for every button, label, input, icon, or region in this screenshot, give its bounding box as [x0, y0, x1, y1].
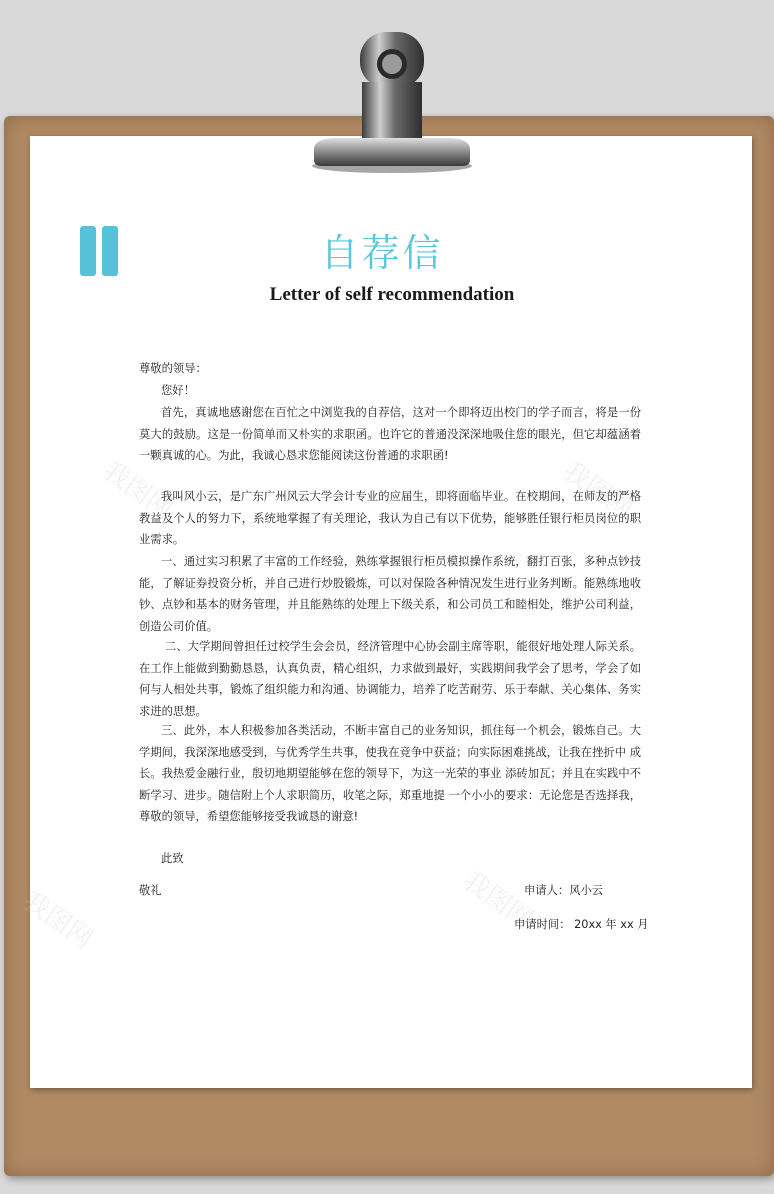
- application-date: 申请时间： 20xx 年 xx 月: [514, 918, 649, 931]
- watermark: 我图网: [457, 865, 539, 936]
- applicant-name: 申请人：风小云: [524, 884, 604, 897]
- title-chinese: 自荐信: [320, 231, 444, 275]
- binder-clip-icon: [306, 30, 476, 176]
- closing-line-2: 敬礼: [139, 884, 162, 897]
- title-english: Letter of self recommendation: [269, 284, 515, 305]
- greeting: 您好！: [161, 384, 195, 397]
- watermark: 我图网: [557, 455, 639, 526]
- paragraph-self: 我叫风小云，是广东广州风云大学会计专业的应届生，即将面临毕业。在校期间，在师友的严格 教益及个人的努力下，系统地掌握了有关理论，我认为自己有以下优势，能够胜任银行柜员岗位的职业需求。: [139, 490, 641, 546]
- salutation: 尊敬的领导：: [139, 362, 207, 375]
- paragraph-intro: 首先，真诚地感谢您在百忙之中浏览我的自荐信，这对一个即将迈出校门的学子而言，将是一份莫大的鼓励。这是一份简单而又朴实的求职函。也许它的普通没深深地吸住您的眼光，但它却蕴涵着一颗真诚的心。为此，我诚心恳求您能阅读这份普通的求职函!: [139, 406, 641, 462]
- paragraph-point-1: 一、通过实习积累了丰富的工作经验，熟练掌握银行柜员模拟操作系统，翻打百张，多种点钞技能，了解证券投资分析，并自己进行炒股锻炼，可以对保险各种情况发生进行业务判断。能熟练地收钞、点钞和基本的财务管理，并且能熟练的处理上下级关系，和公司员工和睦相处，维护公司利益，创造公司价值。: [139, 555, 641, 633]
- watermark: 我图网: [17, 885, 99, 956]
- watermark: 我图网: [97, 455, 179, 526]
- closing-line-1: 此致: [161, 852, 184, 865]
- paragraph-point-2: 二、大学期间曾担任过校学生会会员，经济管理中心协会副主席等职，能很好地处理人际关系。在工作上能做到勤勤恳恳，认真负责，精心组织，力求做到最好，实践期间我学会了思考，学会了如何与人相处共事，锻炼了组织能力和沟通、协调能力，培养了吃苦耐劳、乐于奉献、关心集体、务实求进的思想。: [139, 640, 641, 718]
- paragraph-point-3: 三、此外，本人积极参加各类活动，不断丰富自己的业务知识，抓住每一个机会，锻炼自己。大学期间，我深深地感受到，与优秀学生共事，使我在竞争中获益；向实际困难挑战，让我在挫折中 成长。我热爱金融行业，殷切地期望能够在您的领导下，为这一光荣的事业 添砖加瓦；并且在实践中不断学习、进步。随信附上个人求职简历，收笔之际，郑重地提 一个小小的要求：无论您是否选择我，尊敬的领导，希望您能够接受我诚恳的谢意!: [139, 724, 641, 823]
